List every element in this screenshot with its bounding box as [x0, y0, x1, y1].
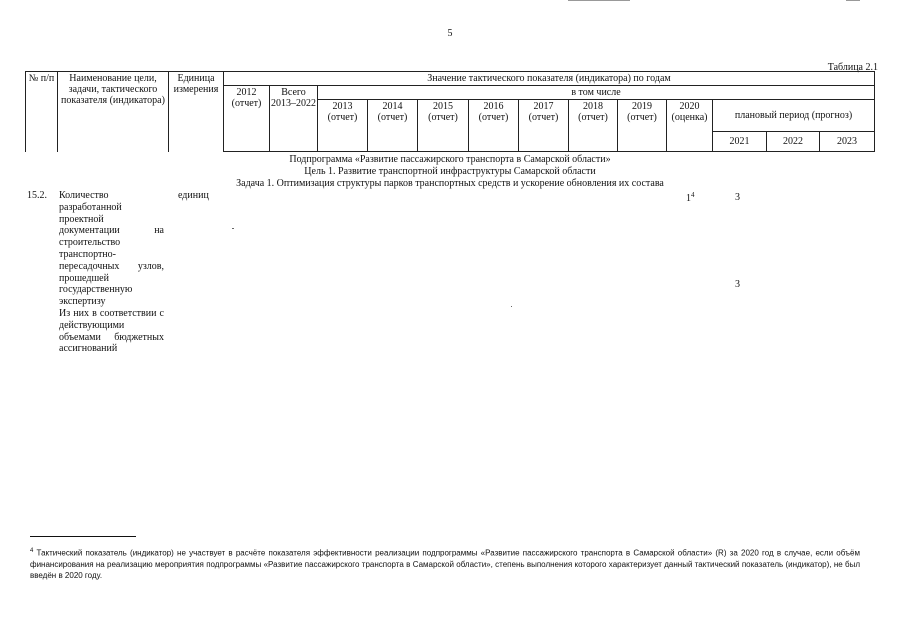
scan-speck: [511, 306, 512, 307]
header-planned-2021: 2021: [713, 132, 767, 152]
row-name-sub: Из них в соответствии с действующими объемами бюджетных ассигнований: [59, 307, 164, 355]
value-2021-sub: 3: [735, 279, 740, 290]
footnote: [30, 546, 860, 581]
value-2020: $1^4$: [686, 191, 695, 204]
scan-speck: [232, 228, 234, 229]
footnote-ref: 4: [691, 191, 695, 199]
header-col-total: Всего 2013–2022: [270, 86, 318, 152]
row-unit: единиц: [178, 190, 209, 201]
row-name-main: Количество разработанной проектной документации на строительство транспортно-пересадочных узлов, прошедшей государственную экспертизу: [59, 190, 164, 308]
task-title: Задача 1. Оптимизация структуры парков транспортных средств и ускорение обновления их состава: [236, 178, 664, 189]
goal-title: Цель 1. Развитие транспортной инфраструктуры Самарской области: [304, 166, 596, 177]
row-number: 15.2.: [27, 190, 47, 201]
header-year-2018: 2018 (отчет): [569, 100, 618, 152]
header-year-2013: 2013 (отчет): [318, 100, 368, 152]
footnote-text: Тактический показатель (индикатор) не участвует в расчёте показателя эффективности реализации подпрограммы «Развитие пассажирского транспорта в Самарской области» (R) за 2020 год в случае, если объём финансирования на реализацию мероприятия подпрограммы «Развитие пассажирского транспорта в Самарской области», степень выполнения которого характеризует данный тактический показатель (индикатор), не был введён в 2020 году.: [30, 548, 860, 580]
top-rule-left: [568, 0, 630, 1]
header-year-2020: 2020 (оценка): [667, 100, 713, 152]
header-col-2012: 2012 (отчет): [224, 86, 270, 152]
top-rule-right: [846, 0, 860, 1]
subprogram-title: Подпрограмма «Развитие пассажирского транспорта в Самарской области»: [289, 154, 611, 165]
header-planned-2022: 2022: [767, 132, 820, 152]
table-label: Таблица 2.1: [827, 62, 878, 73]
header-planned-2023: 2023: [820, 132, 875, 152]
header-col-including: в том числе: [318, 86, 875, 100]
header-year-2015: 2015 (отчет): [418, 100, 469, 152]
footnote-marker: 4: [30, 548, 34, 554]
header-col-name: Наименование цели, задачи, тактического показателя (индикатора): [58, 72, 169, 152]
footnote-rule: [30, 536, 136, 537]
header-col-unit: Единица измерения: [169, 72, 224, 152]
page-number: 5: [447, 28, 453, 39]
header-year-2019: 2019 (отчет): [618, 100, 667, 152]
header-planned-period: плановый период (прогноз): [713, 100, 875, 132]
header-year-2017: 2017 (отчет): [519, 100, 569, 152]
header-col-values: Значение тактического показателя (индикатора) по годам: [224, 72, 875, 86]
header-year-2014: 2014 (отчет): [368, 100, 418, 152]
value-2021: 3: [735, 192, 740, 203]
row-name: [59, 190, 164, 355]
indicator-table: [25, 71, 875, 152]
header-year-2016: 2016 (отчет): [469, 100, 519, 152]
header-col-num: № п/п: [26, 72, 58, 152]
